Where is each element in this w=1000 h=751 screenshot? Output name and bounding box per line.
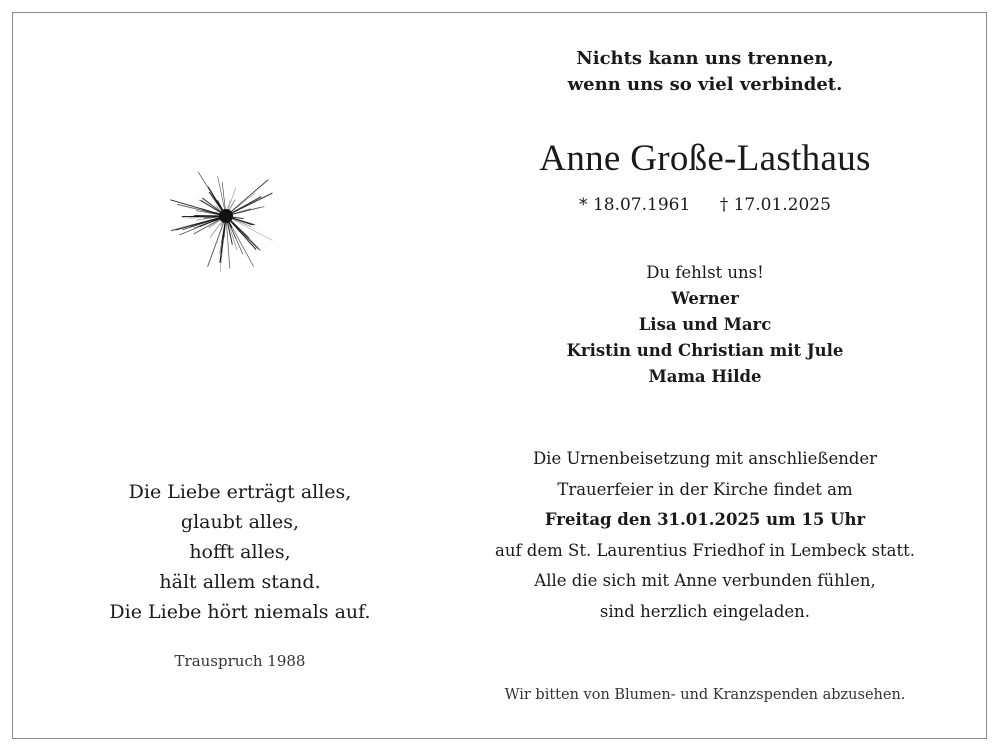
- life-dates: [460, 195, 950, 215]
- birth-date: * 18.07.1961: [579, 195, 691, 215]
- mourner-name: Kristin und Christian mit Jule: [566, 341, 844, 360]
- notice-line: sind herzlich eingeladen.: [599, 601, 811, 621]
- mourner-name: Mama Hilde: [648, 367, 762, 386]
- verse-line: hofft alles,: [189, 541, 291, 563]
- mourners-block: [460, 260, 950, 390]
- verse-line: Die Liebe erträgt alles,: [128, 481, 352, 503]
- motto: [460, 46, 950, 98]
- notice-line: Alle die sich mit Anne verbunden fühlen,: [534, 571, 876, 590]
- notice-line: auf dem St. Laurentius Friedhof in Lembeck statt.: [494, 540, 916, 560]
- notice-line: Die Urnenbeisetzung mit anschließender: [532, 449, 878, 468]
- star-cross-icon: [118, 66, 350, 444]
- flowers-note: Wir bitten von Blumen- und Kranzspenden abzusehen.: [504, 687, 906, 703]
- verse-line: glaubt alles,: [180, 511, 300, 533]
- funeral-notice: [460, 444, 950, 627]
- verse-source: Trauspruch 1988: [174, 652, 306, 670]
- verse-line: Die Liebe hört niemals auf.: [109, 601, 371, 623]
- notice-line: Trauerfeier in der Kirche findet am: [557, 479, 853, 499]
- mourner-name: Werner: [671, 289, 739, 308]
- mourner-name: Lisa und Marc: [638, 315, 772, 334]
- death-date: † 17.01.2025: [719, 195, 831, 215]
- verse-line: hält allem stand.: [159, 571, 321, 593]
- motto-line: Nichts kann uns trennen,: [576, 48, 834, 69]
- mourners-intro: Du fehlst uns!: [646, 263, 764, 282]
- verse-block: [60, 477, 420, 627]
- deceased-name: Anne Große-Lasthaus: [539, 138, 871, 179]
- motto-line: wenn uns so viel verbindet.: [567, 74, 843, 95]
- notice-date-line: Freitag den 31.01.2025 um 15 Uhr: [544, 510, 866, 529]
